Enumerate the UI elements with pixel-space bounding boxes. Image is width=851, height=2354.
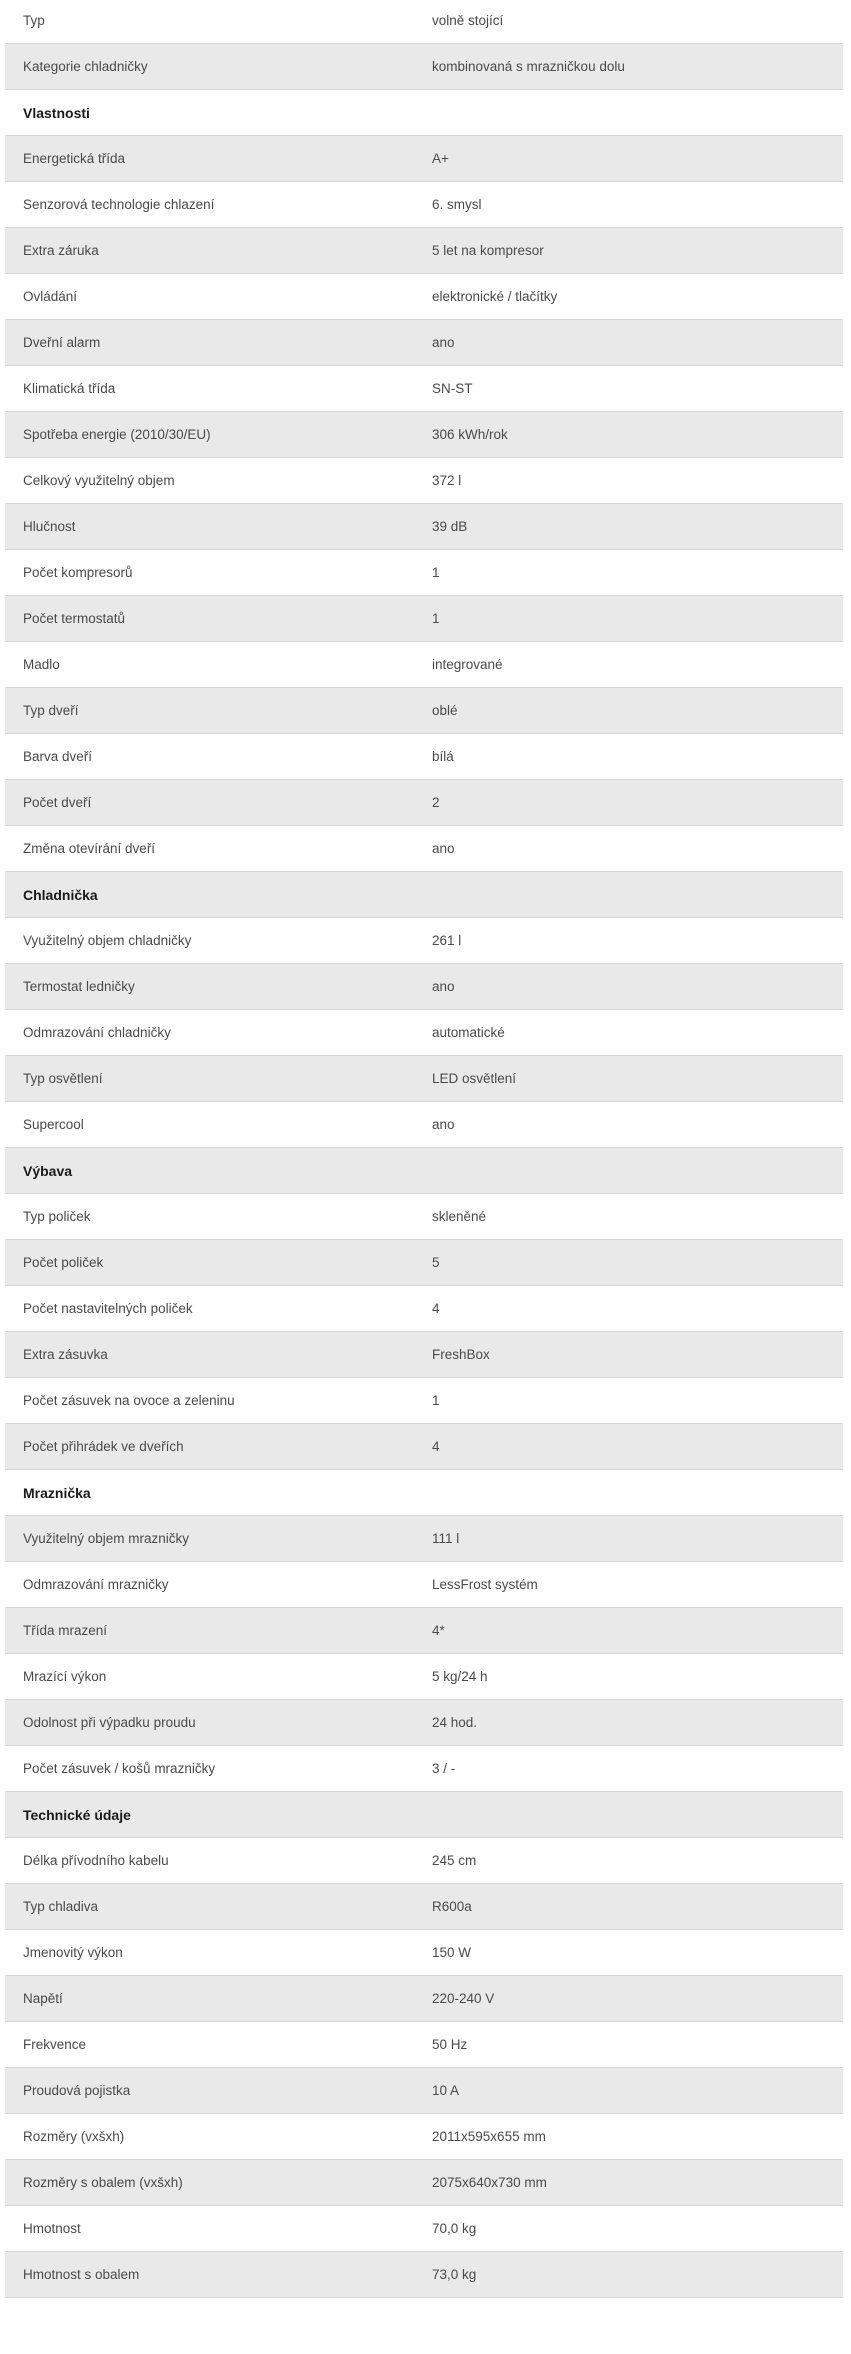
spec-value: ano [432, 335, 455, 350]
table-row [5, 366, 843, 412]
spec-value: 4 [432, 1301, 440, 1316]
table-row [5, 1746, 843, 1792]
table-row [5, 1010, 843, 1056]
spec-value: 1 [432, 1393, 440, 1408]
spec-label: Počet přihrádek ve dveřích [23, 1439, 184, 1454]
spec-value: 306 kWh/rok [432, 427, 508, 442]
spec-value: ano [432, 1117, 455, 1132]
table-row [5, 136, 843, 182]
table-row [5, 1930, 843, 1976]
table-row [5, 2160, 843, 2206]
spec-value: oblé [432, 703, 458, 718]
spec-label: Barva dveří [23, 749, 93, 764]
table-row [5, 1700, 843, 1746]
spec-label: Typ osvětlení [23, 1071, 103, 1086]
spec-value: 50 Hz [432, 2037, 468, 2052]
table-row [5, 1194, 843, 1240]
table-row [5, 596, 843, 642]
table-row [5, 1286, 843, 1332]
spec-label: Počet termostatů [23, 611, 126, 626]
spec-label: Počet zásuvek / košů mrazničky [23, 1761, 216, 1776]
spec-label: Kategorie chladničky [23, 59, 148, 74]
spec-value: 372 l [432, 473, 462, 488]
spec-value: LED osvětlení [432, 1071, 517, 1086]
spec-value: 5 [432, 1255, 440, 1270]
spec-label: Typ poliček [23, 1209, 91, 1224]
table-row [5, 1240, 843, 1286]
table-row [5, 412, 843, 458]
spec-label: Dveřní alarm [23, 335, 101, 350]
spec-value: skleněné [432, 1209, 487, 1224]
spec-value: 73,0 kg [432, 2267, 477, 2282]
table-row [5, 1516, 843, 1562]
spec-value: A+ [432, 151, 449, 166]
specifications-table [5, 0, 843, 2298]
table-row [5, 1654, 843, 1700]
spec-label: Počet zásuvek na ovoce a zeleninu [23, 1393, 235, 1408]
spec-label: Počet kompresorů [23, 565, 133, 580]
section-title: Výbava [23, 1162, 73, 1179]
table-row [5, 964, 843, 1010]
spec-value: 3 / - [432, 1761, 456, 1776]
table-row [5, 504, 843, 550]
table-row [5, 0, 843, 44]
spec-value: volně stojící [432, 13, 504, 28]
spec-label: Počet nastavitelných poliček [23, 1301, 193, 1316]
spec-label: Typ [23, 13, 45, 28]
spec-value: elektronické / tlačítky [432, 289, 558, 304]
section-header-row [5, 1470, 843, 1516]
spec-label: Madlo [23, 657, 60, 672]
spec-value: 111 l [432, 1531, 460, 1546]
spec-label: Typ chladiva [23, 1899, 99, 1914]
spec-label: Termostat ledničky [23, 979, 135, 994]
spec-value: 24 hod. [432, 1715, 478, 1730]
table-row [5, 1424, 843, 1470]
section-title: Mraznička [23, 1484, 91, 1501]
spec-value: 220-240 V [432, 1991, 495, 2006]
spec-value: 5 kg/24 h [432, 1669, 488, 1684]
spec-label: Odmrazování chladničky [23, 1025, 171, 1040]
table-row [5, 918, 843, 964]
spec-label: Rozměry s obalem (vxšxh) [23, 2175, 183, 2190]
table-row [5, 826, 843, 872]
spec-label: Délka přívodního kabelu [23, 1853, 169, 1868]
spec-label: Mrazící výkon [23, 1669, 107, 1684]
table-row [5, 1056, 843, 1102]
spec-value: 4* [432, 1623, 445, 1638]
spec-label: Změna otevírání dveří [23, 841, 156, 856]
spec-label: Celkový využitelný objem [23, 473, 175, 488]
spec-label: Využitelný objem mrazničky [23, 1531, 190, 1546]
spec-value: 1 [432, 611, 440, 626]
table-row [5, 1378, 843, 1424]
spec-label: Proudová pojistka [23, 2083, 131, 2098]
spec-value: 2011x595x655 mm [432, 2129, 546, 2144]
spec-label: Klimatická třída [23, 381, 116, 396]
section-header-row [5, 90, 843, 136]
table-row [5, 1608, 843, 1654]
spec-label: Hmotnost [23, 2221, 81, 2236]
section-header-row [5, 872, 843, 918]
spec-value: bílá [432, 749, 454, 764]
spec-value: 2075x640x730 mm [432, 2175, 547, 2190]
spec-label: Energetická třída [23, 151, 126, 166]
spec-label: Typ dveří [23, 703, 79, 718]
spec-label: Hlučnost [23, 519, 76, 534]
table-row [5, 2114, 843, 2160]
table-row [5, 2252, 843, 2298]
spec-label: Počet dveří [23, 795, 92, 810]
table-row [5, 1332, 843, 1378]
table-row [5, 2206, 843, 2252]
table-row [5, 734, 843, 780]
spec-value: 150 W [432, 1945, 472, 1960]
spec-label: Využitelný objem chladničky [23, 933, 192, 948]
table-row [5, 182, 843, 228]
spec-value: FreshBox [432, 1347, 490, 1362]
spec-value: integrované [432, 657, 503, 672]
spec-label: Hmotnost s obalem [23, 2267, 140, 2282]
spec-value: kombinovaná s mrazničkou dolu [432, 59, 625, 74]
spec-value: 10 A [432, 2083, 460, 2098]
spec-label: Počet poliček [23, 1255, 104, 1270]
spec-value: automatické [432, 1025, 505, 1040]
spec-label: Frekvence [23, 2037, 87, 2052]
spec-value: 39 dB [432, 519, 468, 534]
spec-value: ano [432, 979, 455, 994]
table-row [5, 642, 843, 688]
table-row [5, 458, 843, 504]
section-title: Technické údaje [23, 1806, 131, 1823]
table-row [5, 1884, 843, 1930]
spec-label: Třída mrazení [23, 1623, 108, 1638]
table-row [5, 1976, 843, 2022]
spec-label: Ovládání [23, 289, 78, 304]
section-header-row [5, 1148, 843, 1194]
spec-label: Odolnost při výpadku proudu [23, 1715, 196, 1730]
spec-label: Senzorová technologie chlazení [23, 197, 215, 212]
spec-label: Napětí [23, 1991, 63, 2006]
spec-value: SN-ST [432, 381, 473, 396]
spec-label: Extra záruka [23, 243, 99, 258]
table-row [5, 320, 843, 366]
section-title: Vlastnosti [23, 104, 90, 121]
table-row [5, 44, 843, 90]
spec-value: 5 let na kompresor [432, 243, 544, 258]
table-row [5, 1562, 843, 1608]
spec-value: LessFrost systém [432, 1577, 538, 1592]
table-row [5, 1102, 843, 1148]
spec-value: 245 cm [432, 1853, 477, 1868]
section-header-row [5, 1792, 843, 1838]
table-row [5, 780, 843, 826]
table-row [5, 2068, 843, 2114]
spec-label: Rozměry (vxšxh) [23, 2129, 125, 2144]
spec-value: 4 [432, 1439, 440, 1454]
spec-label: Odmrazování mrazničky [23, 1577, 169, 1592]
spec-value: R600a [432, 1899, 472, 1914]
section-title: Chladnička [23, 886, 98, 903]
table-row [5, 688, 843, 734]
spec-value: 1 [432, 565, 440, 580]
table-row [5, 550, 843, 596]
spec-label: Spotřeba energie (2010/30/EU) [23, 427, 211, 442]
spec-value: 70,0 kg [432, 2221, 477, 2236]
spec-value: 6. smysl [432, 197, 482, 212]
table-row [5, 1838, 843, 1884]
table-row [5, 274, 843, 320]
spec-value: ano [432, 841, 455, 856]
spec-value: 2 [432, 795, 440, 810]
spec-label: Supercool [23, 1117, 84, 1132]
spec-value: 261 l [432, 933, 462, 948]
table-row [5, 228, 843, 274]
spec-label: Jmenovitý výkon [23, 1945, 123, 1960]
table-row [5, 2022, 843, 2068]
spec-label: Extra zásuvka [23, 1347, 108, 1362]
